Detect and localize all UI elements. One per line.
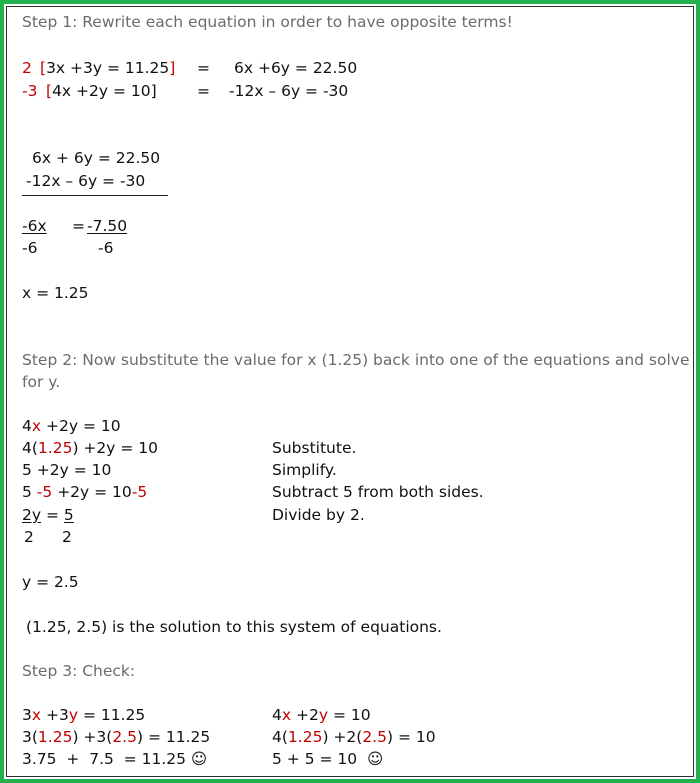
l4-minus5a: -5	[36, 483, 53, 501]
step2-line1	[22, 416, 121, 436]
cl1-b: +3	[41, 706, 69, 724]
step2-line4	[22, 482, 147, 502]
cr1-y: y	[318, 706, 329, 724]
check-left-line2	[22, 727, 210, 747]
check-right-line1	[272, 705, 371, 725]
cr2-b: ) +2(	[322, 728, 363, 746]
cl1-a: 3	[22, 706, 32, 724]
cr1-a: 4	[272, 706, 282, 724]
check-right-line3: 5 + 5 = 10 ☺	[272, 750, 384, 768]
cl2-b: ) +3(	[72, 728, 113, 746]
step1-row1-bracket: [3x +3y = 11.25]	[40, 59, 176, 77]
division-equals: =	[72, 217, 85, 235]
cr1-c: = 10	[328, 706, 371, 724]
row1-bracket-text: 3x +3y = 11.25	[46, 59, 170, 77]
l1-coef: 4	[22, 417, 32, 435]
cr2-v2: 2.5	[362, 728, 387, 746]
l1-x: x	[31, 417, 42, 435]
cl1-c: = 11.25	[78, 706, 146, 724]
step2-note-simplify: Simplify.	[272, 461, 337, 479]
cl2-v2: 2.5	[112, 728, 137, 746]
addition-rule	[22, 195, 168, 196]
cr1-b: +2	[291, 706, 319, 724]
l1-rest: +2y = 10	[41, 417, 121, 435]
step2-note-subtract: Subtract 5 from both sides.	[272, 483, 484, 501]
cr1-x: x	[281, 706, 292, 724]
addition-line2: -12x – 6y = -30	[26, 172, 146, 190]
l5-eq: =	[41, 506, 64, 524]
y-result: y = 2.5	[22, 573, 79, 591]
step2-line5	[22, 505, 74, 525]
row2-bracket-inner: 4x +2y = 10]	[52, 82, 157, 100]
step2-title-line2: for y.	[22, 373, 61, 391]
step2-note-substitute: Substitute.	[272, 439, 357, 457]
step1-title: Step 1: Rewrite each equation in order to have opposite terms!	[22, 13, 513, 31]
l2-a: 4(	[22, 439, 38, 457]
step2-line2	[22, 438, 158, 458]
cl1-y: y	[68, 706, 79, 724]
row2-bracket-open: [	[46, 82, 53, 100]
l2-value: 1.25	[37, 439, 73, 457]
check-left-line3: 3.75 + 7.5 = 11.25 ☺	[22, 750, 208, 768]
row1-bracket-close: ]	[169, 59, 176, 77]
x-result: x = 1.25	[22, 284, 89, 302]
solution-statement: (1.25, 2.5) is the solution to this system of equations.	[26, 618, 442, 636]
cr2-a: 4(	[272, 728, 288, 746]
step1-row1-multiplier: 2	[22, 59, 32, 77]
step2-note-divide: Divide by 2.	[272, 506, 365, 524]
division-right-numerator: -7.50	[87, 217, 128, 235]
cl2-c: ) = 11.25	[136, 728, 211, 746]
step2-title-line1: Step 2: Now substitute the value for x (1.25) back into one of the equations and solve	[22, 351, 690, 369]
l5-num-right: 5	[63, 506, 74, 524]
step2-den-right: 2	[62, 528, 72, 546]
cl2-v1: 1.25	[37, 728, 73, 746]
step1-row2-multiplier: -3	[22, 82, 38, 100]
division-left-denominator: -6	[22, 239, 38, 257]
l2-b: ) +2y = 10	[72, 439, 158, 457]
division-left-numerator: -6x	[22, 217, 47, 235]
step1-row2-equals: =	[197, 82, 210, 100]
division-right-denominator: -6	[98, 239, 114, 257]
cr2-v1: 1.25	[287, 728, 323, 746]
step2-line3: 5 +2y = 10	[22, 461, 112, 479]
cl2-a: 3(	[22, 728, 38, 746]
l4-b: +2y = 10	[52, 483, 132, 501]
addition-line1: 6x + 6y = 22.50	[32, 149, 161, 167]
step3-title: Step 3: Check:	[22, 662, 136, 680]
step1-row2-result: -12x – 6y = -30	[229, 82, 349, 100]
l4-minus5b: -5	[131, 483, 148, 501]
step1-row1-equals: =	[197, 59, 210, 77]
step1-row2-bracket	[46, 81, 157, 101]
l5-num-left: 2y	[22, 506, 42, 524]
l4-a: 5	[22, 483, 37, 501]
cl1-x: x	[31, 706, 42, 724]
check-left-line1	[22, 705, 145, 725]
check-right-line2	[272, 727, 436, 747]
step2-den-left: 2	[24, 528, 34, 546]
cr2-c: ) = 10	[386, 728, 436, 746]
step1-row1-result: 6x +6y = 22.50	[234, 59, 358, 77]
